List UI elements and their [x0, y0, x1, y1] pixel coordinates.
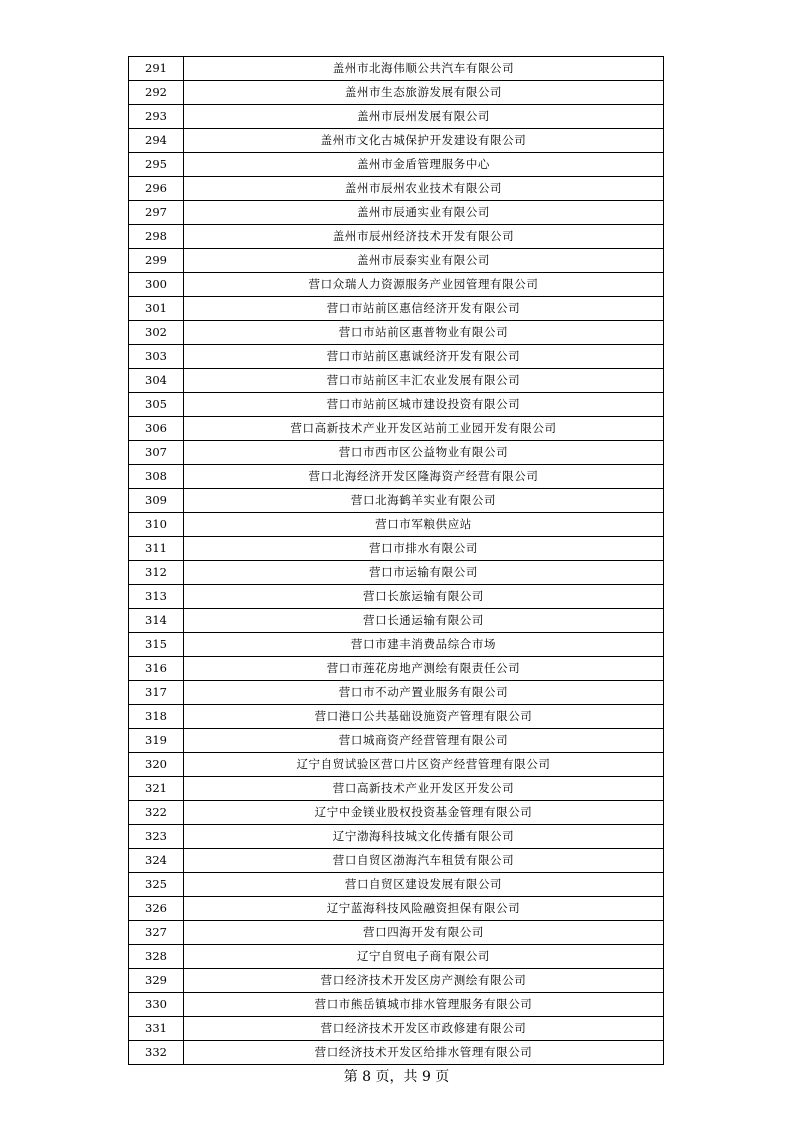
- row-number: 314: [129, 609, 184, 633]
- company-table-body: [129, 57, 664, 1065]
- row-number: 322: [129, 801, 184, 825]
- row-number: 311: [129, 537, 184, 561]
- company-name: 营口高新技术产业开发区开发公司: [184, 777, 664, 801]
- table-row: [129, 849, 664, 873]
- company-name: 营口经济技术开发区给排水管理有限公司: [184, 1041, 664, 1065]
- company-name: 营口众瑞人力资源服务产业园管理有限公司: [184, 273, 664, 297]
- row-number: 312: [129, 561, 184, 585]
- table-row: [129, 177, 664, 201]
- table-row: [129, 489, 664, 513]
- company-name: 营口长旅运输有限公司: [184, 585, 664, 609]
- company-name: 营口市站前区城市建设投资有限公司: [184, 393, 664, 417]
- table-row: [129, 753, 664, 777]
- row-number: 291: [129, 57, 184, 81]
- table-row: [129, 321, 664, 345]
- company-name: 营口城商资产经营管理有限公司: [184, 729, 664, 753]
- table-row: [129, 465, 664, 489]
- table-row: [129, 801, 664, 825]
- table-row: [129, 681, 664, 705]
- table-row: [129, 777, 664, 801]
- table-row: [129, 57, 664, 81]
- table-row: [129, 969, 664, 993]
- row-number: 299: [129, 249, 184, 273]
- row-number: 298: [129, 225, 184, 249]
- company-name: 营口北海鹤羊实业有限公司: [184, 489, 664, 513]
- company-name: 营口市西市区公益物业有限公司: [184, 441, 664, 465]
- company-name: 营口市站前区惠普物业有限公司: [184, 321, 664, 345]
- table-row: [129, 897, 664, 921]
- table-row: [129, 585, 664, 609]
- row-number: 324: [129, 849, 184, 873]
- company-name: 营口经济技术开发区市政修建有限公司: [184, 1017, 664, 1041]
- table-row: [129, 945, 664, 969]
- company-name: 辽宁中金镁业股权投资基金管理有限公司: [184, 801, 664, 825]
- row-number: 320: [129, 753, 184, 777]
- table-row: [129, 705, 664, 729]
- page-footer: 第 8 页，共 9 页: [343, 1069, 450, 1085]
- row-number: 315: [129, 633, 184, 657]
- row-number: 328: [129, 945, 184, 969]
- table-row: [129, 729, 664, 753]
- table-row: [129, 129, 664, 153]
- row-number: 310: [129, 513, 184, 537]
- row-number: 302: [129, 321, 184, 345]
- company-name: 营口市熊岳镇城市排水管理服务有限公司: [184, 993, 664, 1017]
- company-name: 营口自贸区建设发展有限公司: [184, 873, 664, 897]
- table-row: [129, 513, 664, 537]
- company-name: 营口市不动产置业服务有限公司: [184, 681, 664, 705]
- company-table-container: [128, 56, 663, 1065]
- row-number: 325: [129, 873, 184, 897]
- row-number: 296: [129, 177, 184, 201]
- table-row: [129, 873, 664, 897]
- row-number: 304: [129, 369, 184, 393]
- row-number: 313: [129, 585, 184, 609]
- table-row: [129, 561, 664, 585]
- table-row: [129, 657, 664, 681]
- company-name: 盖州市文化古城保护开发建设有限公司: [184, 129, 664, 153]
- row-number: 329: [129, 969, 184, 993]
- row-number: 309: [129, 489, 184, 513]
- table-row: [129, 249, 664, 273]
- table-row: [129, 921, 664, 945]
- company-name: 营口市站前区惠诚经济开发有限公司: [184, 345, 664, 369]
- company-name: 营口长通运输有限公司: [184, 609, 664, 633]
- table-row: [129, 1017, 664, 1041]
- row-number: 327: [129, 921, 184, 945]
- row-number: 318: [129, 705, 184, 729]
- company-name: 辽宁自贸试验区营口片区资产经营管理有限公司: [184, 753, 664, 777]
- company-table: [128, 56, 664, 1065]
- row-number: 330: [129, 993, 184, 1017]
- row-number: 300: [129, 273, 184, 297]
- table-row: [129, 609, 664, 633]
- table-row: [129, 201, 664, 225]
- company-name: 盖州市生态旅游发展有限公司: [184, 81, 664, 105]
- table-row: [129, 273, 664, 297]
- table-row: [129, 633, 664, 657]
- row-number: 319: [129, 729, 184, 753]
- table-row: [129, 225, 664, 249]
- table-row: [129, 345, 664, 369]
- table-row: [129, 81, 664, 105]
- company-name: 营口港口公共基础设施资产管理有限公司: [184, 705, 664, 729]
- company-name: 盖州市北海伟顺公共汽车有限公司: [184, 57, 664, 81]
- company-name: 营口市站前区丰汇农业发展有限公司: [184, 369, 664, 393]
- row-number: 332: [129, 1041, 184, 1065]
- table-row: [129, 537, 664, 561]
- row-number: 305: [129, 393, 184, 417]
- table-row: [129, 393, 664, 417]
- table-row: [129, 297, 664, 321]
- company-name: 营口高新技术产业开发区站前工业园开发有限公司: [184, 417, 664, 441]
- table-row: [129, 1041, 664, 1065]
- company-name: 营口四海开发有限公司: [184, 921, 664, 945]
- row-number: 294: [129, 129, 184, 153]
- company-name: 盖州市金盾管理服务中心: [184, 153, 664, 177]
- company-name: 营口市建丰消费品综合市场: [184, 633, 664, 657]
- table-row: [129, 369, 664, 393]
- row-number: 316: [129, 657, 184, 681]
- company-name: 营口市排水有限公司: [184, 537, 664, 561]
- table-row: [129, 105, 664, 129]
- company-name: 辽宁自贸电子商有限公司: [184, 945, 664, 969]
- row-number: 297: [129, 201, 184, 225]
- row-number: 308: [129, 465, 184, 489]
- company-name: 盖州市辰州经济技术开发有限公司: [184, 225, 664, 249]
- row-number: 295: [129, 153, 184, 177]
- company-name: 营口市运输有限公司: [184, 561, 664, 585]
- row-number: 292: [129, 81, 184, 105]
- company-name: 营口市莲花房地产测绘有限责任公司: [184, 657, 664, 681]
- row-number: 301: [129, 297, 184, 321]
- table-row: [129, 417, 664, 441]
- company-name: 营口北海经济开发区隆海资产经营有限公司: [184, 465, 664, 489]
- company-name: 盖州市辰泰实业有限公司: [184, 249, 664, 273]
- row-number: 317: [129, 681, 184, 705]
- company-name: 营口自贸区渤海汽车租赁有限公司: [184, 849, 664, 873]
- company-name: 营口经济技术开发区房产测绘有限公司: [184, 969, 664, 993]
- row-number: 303: [129, 345, 184, 369]
- table-row: [129, 153, 664, 177]
- row-number: 331: [129, 1017, 184, 1041]
- table-row: [129, 825, 664, 849]
- company-name: 营口市站前区惠信经济开发有限公司: [184, 297, 664, 321]
- company-name: 营口市军粮供应站: [184, 513, 664, 537]
- company-name: 盖州市辰州发展有限公司: [184, 105, 664, 129]
- company-name: 辽宁渤海科技城文化传播有限公司: [184, 825, 664, 849]
- row-number: 293: [129, 105, 184, 129]
- row-number: 326: [129, 897, 184, 921]
- row-number: 306: [129, 417, 184, 441]
- row-number: 321: [129, 777, 184, 801]
- company-name: 盖州市辰州农业技术有限公司: [184, 177, 664, 201]
- company-name: 辽宁蓝海科技风险融资担保有限公司: [184, 897, 664, 921]
- row-number: 307: [129, 441, 184, 465]
- row-number: 323: [129, 825, 184, 849]
- company-name: 盖州市辰通实业有限公司: [184, 201, 664, 225]
- table-row: [129, 993, 664, 1017]
- table-row: [129, 441, 664, 465]
